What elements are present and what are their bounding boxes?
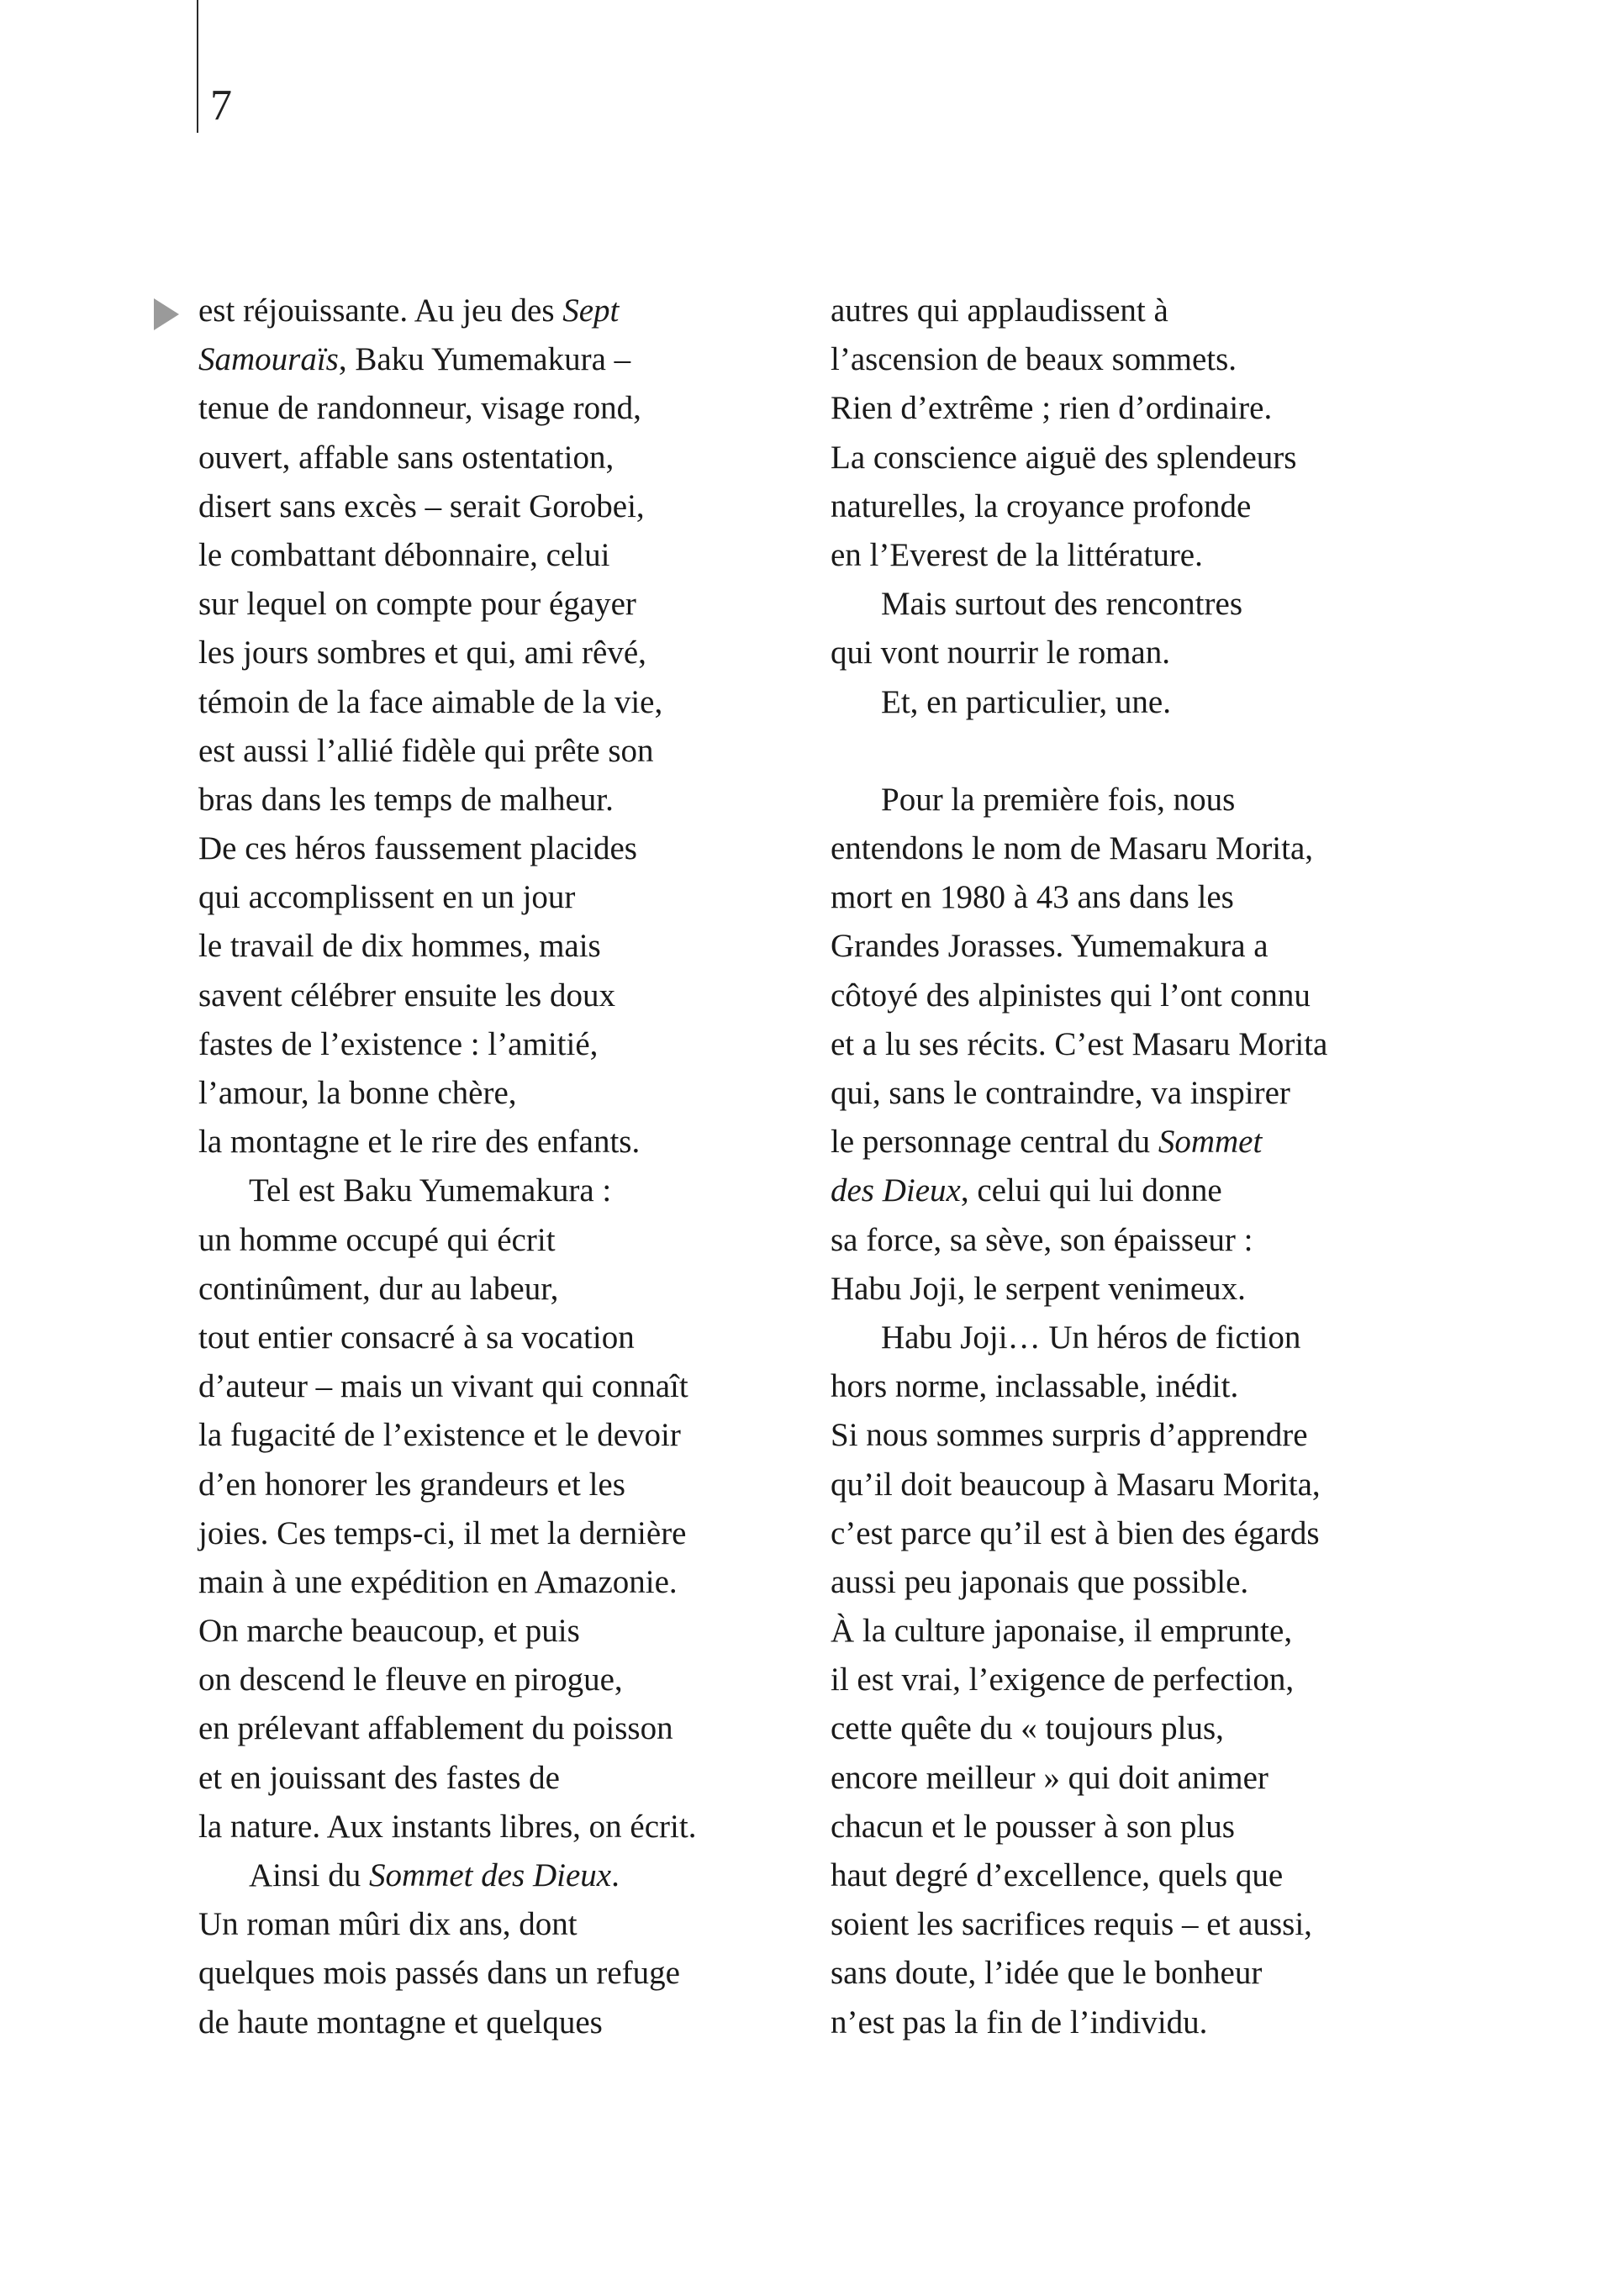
text-segment: Et, en particulier, une. [881,683,1171,720]
text-line [831,1851,1453,1900]
text-segment: joies. Ces temps-ci, il met la dernière [198,1514,687,1551]
text-segment: et en jouissant des fastes de [198,1759,560,1796]
text-segment: Pour la première fois, nous [881,781,1236,818]
text-segment: fastes de l’existence : l’amitié, [198,1025,599,1062]
text-segment: est réjouissante. Au jeu des [198,292,563,329]
text-line [198,1607,804,1656]
text-segment: chacun et le pousser à son plus [831,1808,1235,1845]
text-line [831,1607,1453,1656]
text-segment: , Baku Yumemakura – [338,341,631,378]
text-segment: est aussi l’allié fidèle qui prête son [198,732,654,769]
text-line [831,1949,1453,1998]
italic-title-segment: Sommet [1158,1124,1263,1161]
text-segment: en l’Everest de la littérature. [831,536,1203,573]
text-line [198,678,804,727]
text-line [831,873,1453,922]
text-line [831,1411,1453,1460]
text-segment: d’en honorer les grandeurs et les [198,1466,625,1503]
text-segment: de haute montagne et quelques [198,2004,603,2041]
text-line [831,1998,1453,2047]
text-segment: qui, sans le contraindre, va inspirer [831,1075,1290,1111]
text-segment: n’est pas la fin de l’individu. [831,2004,1208,2041]
text-line [831,1803,1453,1851]
text-line [831,287,1453,335]
text-line [198,1656,804,1704]
text-segment: continûment, dur au labeur, [198,1270,559,1307]
text-line [831,922,1453,971]
text-line [831,824,1453,873]
text-segment: , celui qui lui donne [960,1172,1222,1209]
text-line [198,1998,804,2047]
text-line [198,580,804,629]
text-segment: en prélevant affablement du poisson [198,1710,673,1747]
text-segment: À la culture japonaise, il emprunte, [831,1613,1293,1650]
text-segment: d’auteur – mais un vivant qui connaît [198,1368,688,1405]
text-segment: le travail de dix hommes, mais [198,928,601,965]
text-segment: Tel est Baku Yumemakura : [249,1172,612,1209]
text-segment: cette quête du « toujours plus, [831,1710,1224,1747]
text-line [198,1216,804,1265]
italic-title-segment: Sept [562,292,620,329]
text-line [831,1754,1453,1803]
text-line [831,335,1453,384]
text-segment: Mais surtout des rencontres [881,586,1242,623]
text-line [831,1166,1453,1215]
text-line [831,776,1453,824]
text-segment: il est vrai, l’exigence de perfection, [831,1661,1295,1698]
text-segment: les jours sombres et qui, ami rêvé, [198,635,646,671]
text-line [198,727,804,776]
text-segment: De ces héros faussement placides [198,830,637,867]
text-line [831,1216,1453,1265]
text-segment: soient les sacrifices requis – et aussi, [831,1906,1312,1943]
text-segment: Ainsi du [249,1857,370,1893]
text-segment: sans doute, l’idée que le bonheur [831,1955,1263,1992]
text-line [198,776,804,824]
text-line [198,384,804,433]
text-segment: Grandes Jorasses. Yumemakura a [831,928,1269,965]
text-line [198,1265,804,1314]
text-segment: quelques mois passés dans un refuge [198,1955,680,1992]
text-line [831,1900,1453,1949]
text-segment: un homme occupé qui écrit [198,1221,556,1258]
text-line [831,1265,1453,1314]
text-segment: qui accomplissent en un jour [198,879,576,916]
text-line [831,1314,1453,1362]
text-line [198,1949,804,1998]
text-line [198,1509,804,1558]
text-line [831,1558,1453,1607]
text-segment: La conscience aiguë des splendeurs [831,439,1297,476]
text-segment: Un roman mûri dix ans, dont [198,1906,578,1943]
text-line [198,1558,804,1607]
text-line [198,972,804,1020]
text-line [198,1851,804,1900]
text-segment: la montagne et le rire des enfants. [198,1124,641,1161]
text-segment: l’ascension de beaux sommets. [831,341,1237,378]
continuation-arrow-icon [154,298,179,330]
text-line [198,1754,804,1803]
text-line [831,727,1453,776]
text-segment: encore meilleur » qui doit animer [831,1759,1269,1796]
text-segment: la fugacité de l’existence et le devoir [198,1417,681,1454]
text-segment: ouvert, affable sans ostentation, [198,439,614,476]
italic-title-segment: Sommet des Dieux [369,1857,612,1893]
text-segment: hors norme, inclassable, inédit. [831,1368,1239,1405]
text-segment: c’est parce qu’il est à bien des égards [831,1514,1320,1551]
text-segment: le combattant débonnaire, celui [198,536,610,573]
text-line [831,531,1453,580]
text-line [831,1509,1453,1558]
text-line [831,1656,1453,1704]
text-line [198,922,804,971]
text-segment: On marche beaucoup, et puis [198,1613,580,1650]
text-line [831,1461,1453,1509]
text-line [198,531,804,580]
text-segment: sa force, sa sève, son épaisseur : [831,1221,1253,1258]
text-line [198,873,804,922]
text-line [831,1069,1453,1118]
text-line [198,287,804,335]
text-line [831,482,1453,531]
text-segment: qui vont nourrir le roman. [831,635,1170,671]
text-line [198,482,804,531]
text-segment: . [611,1857,620,1893]
text-line [198,1020,804,1069]
text-segment: on descend le fleuve en pirogue, [198,1661,623,1698]
text-segment: sur lequel on compte pour égayer [198,586,636,623]
italic-title-segment: des Dieux [831,1172,961,1209]
text-line [831,1020,1453,1069]
text-line [831,1118,1453,1166]
text-line [831,580,1453,629]
text-line [198,1411,804,1460]
text-segment: le personnage central du [831,1124,1158,1161]
italic-title-segment: Samouraïs [198,341,339,378]
text-line [831,1704,1453,1753]
text-line [198,1314,804,1362]
text-line [198,434,804,482]
text-segment: Rien d’extrême ; rien d’ordinaire. [831,390,1273,427]
header-rule [197,0,198,133]
text-segment: aussi peu japonais que possible. [831,1563,1249,1600]
text-segment: mort en 1980 à 43 ans dans les [831,879,1234,916]
text-line [198,629,804,677]
text-segment: et a lu ses récits. C’est Masaru Morita [831,1025,1328,1062]
text-segment: haut degré d’excellence, quels que [831,1857,1284,1893]
text-segment: Habu Joji… Un héros de fiction [881,1319,1301,1356]
text-line [198,1803,804,1851]
text-segment: qu’il doit beaucoup à Masaru Morita, [831,1466,1321,1503]
text-segment: Si nous sommes surpris d’apprendre [831,1417,1308,1454]
page-number: 7 [210,82,232,129]
text-line [198,335,804,384]
text-line [831,972,1453,1020]
text-line [198,1362,804,1411]
text-line [198,1900,804,1949]
text-column-right [831,287,1453,2047]
text-line [831,434,1453,482]
text-segment: tenue de randonneur, visage rond, [198,390,641,427]
text-line [198,1704,804,1753]
text-segment: entendons le nom de Masaru Morita, [831,830,1314,867]
text-line [831,384,1453,433]
text-column-left [198,287,804,2047]
text-segment: côtoyé des alpinistes qui l’ont connu [831,977,1311,1014]
text-line [831,629,1453,677]
text-segment: Habu Joji, le serpent venimeux. [831,1270,1246,1307]
text-line [831,678,1453,727]
text-segment: autres qui applaudissent à [831,292,1168,329]
text-segment: naturelles, la croyance profonde [831,487,1252,524]
text-segment: savent célébrer ensuite les doux [198,977,615,1014]
text-segment: bras dans les temps de malheur. [198,781,614,818]
text-line [198,1166,804,1215]
text-line [831,1362,1453,1411]
text-line [198,1069,804,1118]
text-segment: témoin de la face aimable de la vie, [198,683,663,720]
text-line [198,1118,804,1166]
text-segment: tout entier consacré à sa vocation [198,1319,635,1356]
text-segment: l’amour, la bonne chère, [198,1075,517,1111]
text-segment: la nature. Aux instants libres, on écrit. [198,1808,697,1845]
text-line [198,1461,804,1509]
text-line [198,824,804,873]
text-segment: main à une expédition en Amazonie. [198,1563,678,1600]
text-segment: disert sans excès – serait Gorobei, [198,487,645,524]
